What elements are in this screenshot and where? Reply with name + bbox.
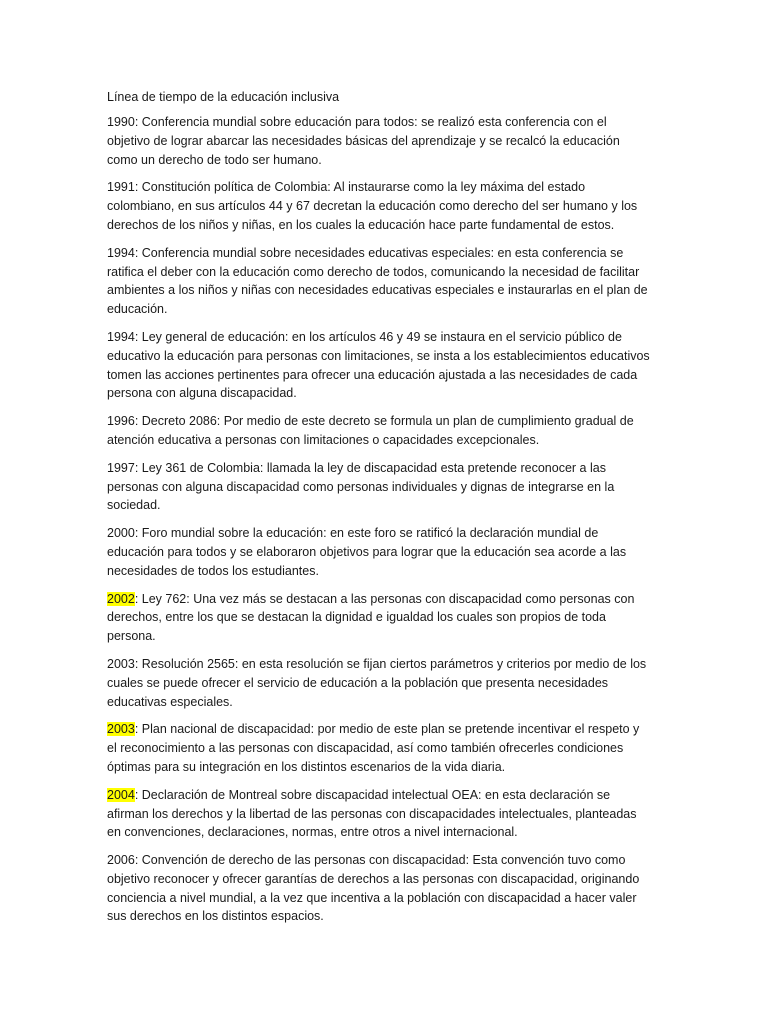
- entry-year: 2003: [107, 656, 135, 671]
- timeline-entry: [107, 412, 652, 450]
- entry-text: Por medio de este decreto se formula un plan de cumplimiento gradual de atención educativa a personas con limitaciones o capacidades excepcionales.: [107, 414, 634, 447]
- timeline-entry: [107, 113, 652, 169]
- entry-text: en esta resolución se fijan ciertos parámetros y criterios por medio de los cuales se puede ofrecer el servicio de educación a la población que presenta necesidades educativas especiales.: [107, 656, 647, 709]
- entry-heading: : Constitución política de Colombia:: [134, 180, 331, 195]
- timeline-entry: [107, 851, 652, 926]
- entry-text: Una vez más se destacan a las personas con discapacidad como personas con derechos, entre los que se destacan la dignidad e igualdad los cuales son propios de toda persona.: [107, 591, 635, 644]
- entry-heading: : Ley 762:: [134, 591, 190, 606]
- entry-year: 1994: [107, 329, 135, 344]
- entry-heading: : Foro mundial sobre la educación:: [134, 526, 327, 541]
- entry-year: 2006: [107, 853, 135, 868]
- entry-text: en los artículos 46 y 49 se instaura en el servicio público de educativo la educación para personas con limitaciones, se insta a los establecimientos educativos tomen las acciones pertinentes para ofrecer una educación ajustada a las necesidades de cada persona con alguna discapacidad.: [107, 329, 650, 401]
- document-page: [107, 88, 652, 935]
- entry-year-highlighted: 2004: [107, 787, 135, 802]
- entry-year: 2000: [107, 526, 135, 541]
- entry-text: Esta convención tuvo como objetivo reconocer y ofrecer garantías de derechos a las personas con discapacidad, originando conciencia a nivel mundial, a la vez que incentiva a la población con discapacidad a hacer valer sus derechos en los distintos espacios.: [107, 853, 640, 924]
- entry-year: 1991: [107, 180, 135, 195]
- timeline-entry: [107, 328, 652, 403]
- entry-text: por medio de este plan se pretende incentivar el respeto y el reconocimiento a las personas con discapacidad, así como también ofrecerles condiciones óptimas para su integración en los distintos escenarios de la vida diaria.: [107, 722, 640, 774]
- entry-heading: : Declaración de Montreal sobre discapacidad intelectual OEA:: [134, 787, 482, 802]
- entry-year-highlighted: 2002: [107, 591, 135, 606]
- timeline-entry: [107, 524, 652, 580]
- entry-text: en este foro se ratificó la declaración mundial de educación para todos y se elaboraron objetivos para lograr que la educación sea acorde a las necesidades de todos los estudiantes.: [107, 526, 627, 578]
- entry-heading: : Ley general de educación:: [134, 329, 289, 344]
- entry-text: en esta conferencia se ratifica el deber con la educación como derecho de todos, comunicando la necesidad de facilitar ambientes a los niños y niñas con necesidades educativas especiales e instaurarlas en el plan de educación.: [107, 245, 648, 317]
- entry-year: 1996: [107, 414, 135, 429]
- entry-heading: : Conferencia mundial sobre educación para todos:: [134, 115, 418, 129]
- entry-heading: : Resolución 2565:: [134, 656, 239, 671]
- entry-heading: : Convención de derecho de las personas con discapacidad:: [134, 853, 470, 868]
- entry-text: llamada la ley de discapacidad esta pretende reconocer a las personas con alguna discapacidad como personas individuales y dignas de integrarse en la sociedad.: [107, 460, 615, 513]
- entry-year: 1997: [107, 460, 135, 475]
- timeline-entry: [107, 720, 652, 776]
- entry-year: 1994: [107, 245, 135, 260]
- entry-heading: : Conferencia mundial sobre necesidades educativas especiales:: [134, 245, 495, 260]
- entry-heading: : Decreto 2086:: [134, 414, 221, 429]
- timeline-entry: [107, 786, 652, 842]
- entry-heading: : Ley 361 de Colombia:: [134, 460, 264, 475]
- entry-year-highlighted: 2003: [107, 722, 135, 737]
- entry-text: se realizó esta conferencia con el objetivo de lograr abarcar las necesidades básicas del aprendizaje y se recalcó la educación como un derecho de todo ser humano.: [107, 115, 620, 167]
- document-title: Línea de tiempo de la educación inclusiva: [107, 90, 340, 104]
- entry-heading: : Plan nacional de discapacidad:: [134, 722, 315, 737]
- timeline-entry: [107, 178, 652, 234]
- entry-text: Al instaurarse como la ley máxima del estado colombiano, en sus artículos 44 y 67 decretan la educación como derecho del ser humano y los derechos de los niños y niñas, en los cuales la educación hace parte fundamental de estos.: [107, 180, 638, 232]
- timeline-entry: [107, 655, 652, 711]
- entry-year: 1990: [107, 115, 135, 129]
- entry-text: en esta declaración se afirman los derechos y la libertad de las personas con discapacidades intelectuales, planteadas en convenciones, declaraciones, normas, entre otros a nivel internacional.: [107, 787, 637, 840]
- timeline-entry: [107, 459, 652, 515]
- timeline-entry: [107, 244, 652, 319]
- timeline-entry: [107, 590, 652, 646]
